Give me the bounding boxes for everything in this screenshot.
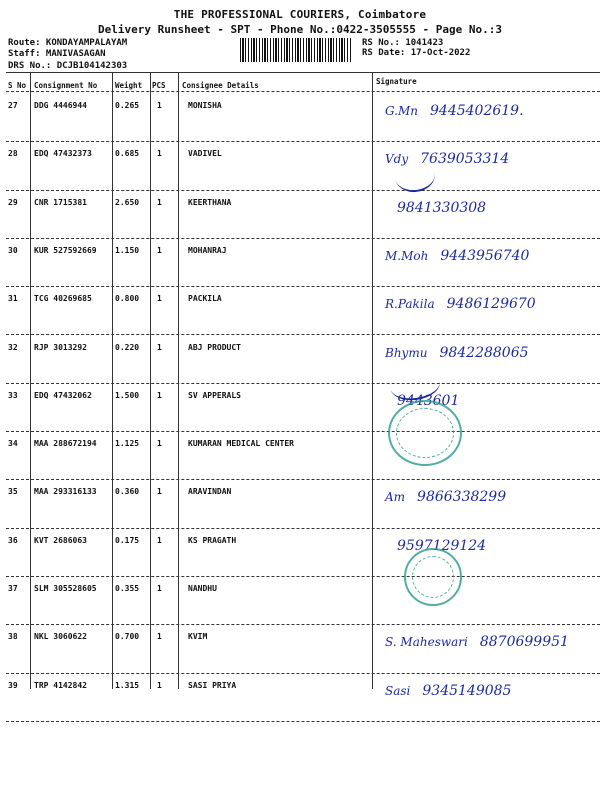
- rs-number: RS No.: 1041423: [362, 38, 444, 48]
- cell-consignee: KEERTHANA: [188, 197, 232, 207]
- cell-pcs: 1: [157, 584, 162, 593]
- cell-sno: 27: [8, 101, 18, 110]
- cell-consignee: KS PRAGATH: [188, 535, 237, 545]
- cell-weight: 0.360: [115, 487, 140, 497]
- cell-weight: 1.315: [115, 680, 140, 690]
- cell-weight: 1.500: [115, 390, 140, 400]
- signature-name: Am: [385, 490, 406, 505]
- cell-consignee: KUMARAN MEDICAL CENTER: [188, 439, 294, 449]
- table-row: [0, 191, 600, 239]
- cell-pcs: 1: [157, 439, 162, 449]
- signature-name: M.Moh: [385, 248, 429, 263]
- cell-consignment: CNR 1715381: [34, 197, 87, 207]
- table-row: [0, 432, 600, 480]
- col-header-weight: Weight: [115, 81, 143, 90]
- cell-consignment: DDG 4446944: [34, 101, 87, 110]
- cell-sno: 31: [8, 294, 18, 304]
- cell-sno: 39: [8, 680, 18, 690]
- cell-consignment: SLM 305528605: [34, 584, 97, 593]
- rs-date: RS Date: 17-Oct-2022: [362, 48, 471, 58]
- cell-weight: 0.175: [115, 535, 140, 545]
- signature-name: Sasi: [385, 683, 411, 698]
- cell-pcs: 1: [157, 487, 162, 497]
- table-top-border: [6, 72, 600, 73]
- cell-consignee: MONISHA: [188, 101, 222, 110]
- cell-pcs: 1: [157, 149, 162, 159]
- table-row: [0, 239, 600, 287]
- cell-consignee: KVIM: [188, 632, 208, 642]
- cell-consignment: MAA 288672194: [34, 439, 97, 449]
- row-separator: [6, 721, 600, 722]
- cell-consignee: MOHANRAJ: [188, 245, 227, 255]
- signature-cell: [385, 486, 506, 505]
- cell-sno: 28: [8, 149, 18, 159]
- cell-consignee: ABJ PRODUCT: [188, 342, 241, 352]
- col-header-signature: Signature: [376, 77, 417, 86]
- cell-pcs: 1: [157, 294, 162, 304]
- cell-weight: 0.700: [115, 632, 140, 642]
- cell-consignment: TRP 4142842: [34, 680, 87, 690]
- cell-pcs: 1: [157, 197, 162, 207]
- signature-name: S. Maheswari: [385, 635, 468, 650]
- signature-cell: [385, 631, 569, 650]
- staff-label: Staff: MANIVASAGAN: [8, 49, 106, 59]
- cell-pcs: 1: [157, 342, 162, 352]
- table-row: [0, 336, 600, 384]
- cell-sno: 35: [8, 487, 18, 497]
- cell-weight: 0.220: [115, 342, 140, 352]
- col-header-pcs: PCS: [152, 81, 166, 90]
- signature-name: G.Mn: [385, 104, 418, 118]
- cell-weight: 1.125: [115, 439, 140, 449]
- signature-name: R.Pakila: [385, 297, 435, 312]
- signature-phone: 9841330308: [397, 199, 487, 216]
- table-row: [0, 529, 600, 577]
- signature-phone: 9842288065: [439, 344, 529, 361]
- cell-consignee: VADIVEL: [188, 149, 222, 159]
- cell-weight: 2.650: [115, 197, 140, 207]
- cell-weight: 0.355: [115, 584, 140, 593]
- page-title: THE PROFESSIONAL COURIERS, Coimbatore: [173, 8, 427, 21]
- signature-cell: [385, 583, 397, 602]
- signature-phone: 9443601: [397, 392, 460, 409]
- delivery-stamp: [388, 400, 462, 466]
- signature-cell: [385, 197, 486, 216]
- table-row: [0, 94, 600, 142]
- cell-sno: 37: [8, 584, 18, 593]
- cell-pcs: 1: [157, 680, 162, 690]
- cell-consignment: TCG 40269685: [34, 294, 92, 304]
- signature-cell: [385, 245, 529, 264]
- signature-cell: [385, 293, 536, 312]
- cell-consignee: NANDHU: [188, 584, 217, 593]
- header-separator: [6, 91, 600, 92]
- cell-consignment: EDQ 47432373: [34, 149, 92, 159]
- cell-weight: 0.685: [115, 149, 140, 159]
- cell-weight: 1.150: [115, 245, 140, 255]
- signature-phone: 9597129124: [397, 537, 487, 554]
- cell-consignment: EDQ 47432062: [34, 390, 92, 400]
- table-row: [0, 384, 600, 432]
- signature-phone: 9486129670: [446, 296, 536, 313]
- route-label: Route: KONDAYAMPALAYAM: [8, 38, 128, 48]
- page-subtitle: Delivery Runsheet - SPT - Phone No.:0422-3505555 - Page No.:3: [98, 23, 502, 36]
- signature-phone: 7639053314: [420, 151, 510, 168]
- cell-consignee: SASI PRIYA: [188, 680, 237, 690]
- table-row: [0, 625, 600, 673]
- cell-sno: 30: [8, 245, 18, 255]
- cell-consignee: SV APPERALS: [188, 390, 241, 400]
- col-header-consignment: Consignment No: [34, 81, 98, 90]
- table-row: [0, 142, 600, 190]
- signature-phone: 9345149085: [422, 682, 512, 699]
- col-header-sno: S No: [8, 81, 27, 90]
- barcode: [240, 38, 352, 62]
- signature-phone: 9866338299: [417, 489, 507, 506]
- signature-cell: [385, 100, 524, 119]
- cell-pcs: 1: [157, 632, 162, 642]
- cell-pcs: 1: [157, 535, 162, 545]
- cell-consignment: KUR 527592669: [34, 245, 97, 255]
- cell-sno: 36: [8, 535, 18, 545]
- cell-sno: 29: [8, 197, 18, 207]
- signature-name: Vdy: [385, 152, 409, 167]
- signature-phone: 8870699951: [479, 634, 569, 651]
- signature-cell: [385, 342, 529, 361]
- cell-weight: 0.800: [115, 294, 140, 304]
- cell-sno: 33: [8, 390, 18, 400]
- cell-consignment: KVT 2686063: [34, 535, 87, 545]
- drs-label: DRS No.: DCJB104142303: [8, 61, 128, 71]
- cell-sno: 34: [8, 439, 18, 449]
- cell-pcs: 1: [157, 245, 162, 255]
- cell-consignment: NKL 3060622: [34, 632, 87, 642]
- signature-cell: [385, 680, 511, 699]
- cell-pcs: 1: [157, 390, 162, 400]
- table-row: [0, 287, 600, 335]
- cell-sno: 38: [8, 632, 18, 642]
- cell-pcs: 1: [157, 101, 162, 110]
- delivery-stamp: [404, 548, 462, 606]
- col-header-consignee: Consignee Details: [182, 81, 259, 90]
- table-row: [0, 480, 600, 528]
- signature-phone: 9445402619.: [430, 103, 524, 119]
- table-row: [0, 674, 600, 722]
- signature-name: Bhymu: [385, 345, 428, 360]
- cell-weight: 0.265: [115, 101, 140, 110]
- cell-consignment: RJP 3013292: [34, 342, 87, 352]
- cell-consignee: ARAVINDAN: [188, 487, 232, 497]
- table-row: [0, 577, 600, 625]
- cell-consignment: MAA 293316133: [34, 487, 97, 497]
- signature-phone: 9443956740: [440, 247, 530, 264]
- cell-sno: 32: [8, 342, 18, 352]
- cell-consignee: PACKILA: [188, 294, 222, 304]
